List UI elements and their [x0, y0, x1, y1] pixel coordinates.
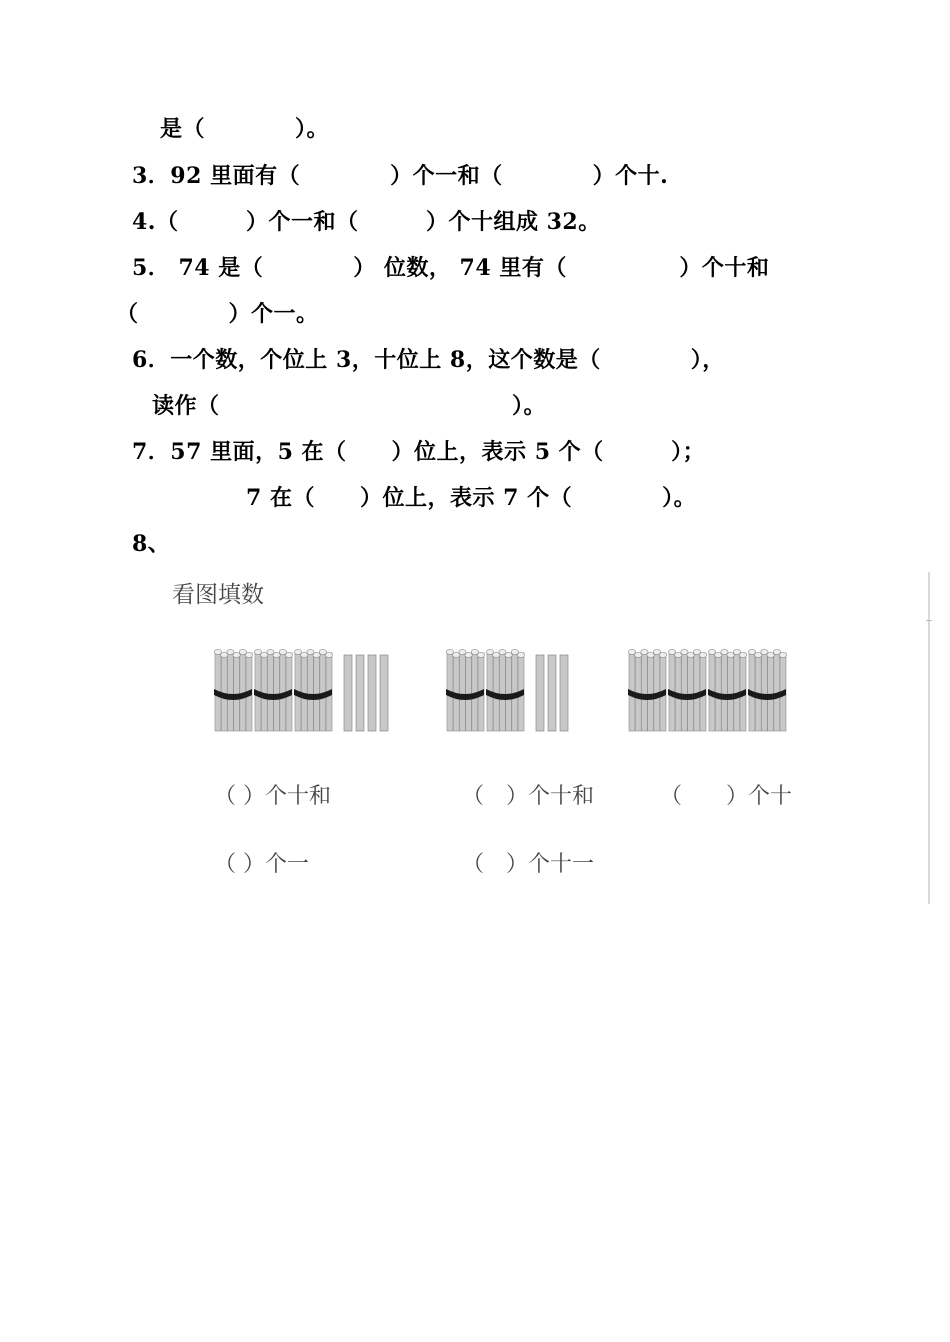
single-stick [536, 655, 544, 731]
frame-edge [928, 572, 930, 904]
question-7-line-2: 7 在（ ）位上，表示 7 个（ ）。 [246, 485, 697, 511]
single-stick [356, 655, 364, 731]
sticks-illustration [214, 645, 392, 733]
question-2-continuation: 是（ ）。 [160, 116, 330, 142]
sticks-illustration [446, 645, 572, 733]
question-3: 3．92 里面有（ ）个一和（ ）个十. [132, 163, 669, 189]
stick-bundle [294, 649, 333, 731]
question-4: 4.（ ）个一和（ ）个十组成 32。 [132, 209, 601, 235]
answer-1-ones: （ ）个一 [214, 852, 309, 877]
question-6-line-1: 6．一个数，个位上 3，十位上 8，这个数是（ ）， [132, 347, 725, 373]
single-stick [380, 655, 388, 731]
question-7-line-1: 7．57 里面，5 在（ ）位上，表示 5 个（ ）； [132, 439, 706, 465]
stick-group-1 [214, 645, 390, 735]
question-8: 8、 [132, 531, 171, 557]
stick-bundle [668, 649, 707, 731]
single-stick [344, 655, 352, 731]
question-5-line-2: （ ）个一。 [116, 301, 319, 327]
answer-3-tens: （ ）个十 [660, 784, 793, 809]
question-6-line-2: 读作（ ）。 [152, 393, 547, 419]
stick-bundle [708, 649, 747, 731]
stick-group-3 [628, 645, 792, 735]
answer-2-tens: （ ）个十和 [462, 784, 595, 809]
single-stick [548, 655, 556, 731]
stick-group-2 [446, 645, 572, 735]
stick-bundle [486, 649, 525, 731]
answer-1-tens: （ ）个十和 [214, 784, 331, 809]
question-5-line-1: 5． 74 是（ ） 位数， 74 里有（ ）个十和 [132, 255, 770, 281]
single-stick [560, 655, 568, 731]
stick-bundle [628, 649, 667, 731]
stick-bundle [254, 649, 293, 731]
stick-bundle [214, 649, 253, 731]
sticks-illustration [628, 645, 788, 733]
answer-2-ones: （ ）个十一 [462, 852, 595, 877]
picture-task-title: 看图填数 [172, 582, 264, 608]
stick-bundle [748, 649, 787, 731]
stick-bundle [446, 649, 485, 731]
single-stick [368, 655, 376, 731]
